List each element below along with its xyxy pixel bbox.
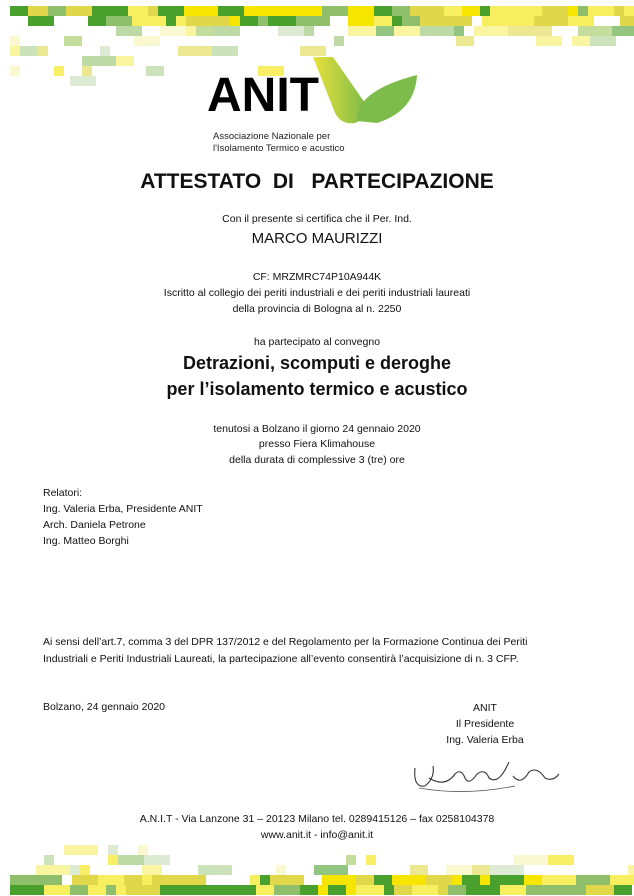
mosaic-tile	[356, 885, 374, 895]
mosaic-tile	[100, 46, 110, 56]
mosaic-tile	[138, 845, 148, 855]
mosaic-tile	[348, 6, 374, 16]
mosaic-tile	[196, 26, 214, 36]
mosaic-tile	[166, 16, 176, 26]
mosaic-tile	[568, 16, 594, 26]
mosaic-tile	[394, 26, 420, 36]
mosaic-tile	[466, 885, 500, 895]
speaker-item: Arch. Daniela Petrone	[43, 519, 146, 531]
mosaic-tile	[160, 26, 186, 36]
mosaic-tile	[578, 26, 612, 36]
mosaic-tile	[28, 16, 54, 26]
handwritten-signature	[405, 750, 565, 796]
mosaic-tile	[126, 885, 160, 895]
mosaic-tile	[274, 885, 300, 895]
mosaic-tile	[348, 26, 358, 36]
college-line2: della provincia di Bologna al n. 2250	[232, 303, 402, 315]
mosaic-tile	[88, 885, 106, 895]
mosaic-tile	[614, 885, 632, 895]
mosaic-tile	[304, 26, 314, 36]
signature-name: Ing. Valeria Erba	[446, 734, 524, 746]
mosaic-tile	[44, 885, 70, 895]
mosaic-tile	[444, 6, 462, 16]
speakers-label: Relatori:	[43, 487, 83, 499]
mosaic-tile	[474, 26, 508, 36]
mosaic-tile	[186, 26, 196, 36]
logo-subtitle	[213, 131, 345, 155]
mosaic-tile	[542, 875, 576, 885]
signature-org: ANIT	[473, 702, 497, 714]
mosaic-tile	[48, 6, 66, 16]
mosaic-tile	[278, 26, 304, 36]
mosaic-tile	[260, 875, 270, 885]
logo-subtitle-line2: l'Isolamento Termico e acustico	[213, 143, 345, 154]
event-title-line1: Detrazioni, scomputi e deroghe	[182, 353, 452, 373]
mosaic-tile	[54, 66, 64, 76]
mosaic-tile	[300, 885, 318, 895]
mosaic-tile	[20, 46, 38, 56]
mosaic-tile	[268, 16, 278, 26]
mosaic-tile	[38, 46, 48, 56]
mosaic-tile	[552, 885, 586, 895]
signature-role: Il Presidente	[455, 718, 515, 730]
mosaic-tile	[102, 6, 128, 16]
mosaic-tile	[186, 16, 220, 26]
mosaic-tile	[612, 26, 634, 36]
mosaic-tile	[490, 865, 524, 875]
mosaic-tile	[596, 885, 614, 895]
mosaic-tile	[542, 6, 568, 16]
mosaic-tile	[124, 875, 142, 885]
mosaic-tile	[358, 26, 376, 36]
mosaic-tile	[548, 855, 574, 865]
mosaic-tile	[490, 6, 508, 16]
mosaic-tile	[118, 855, 144, 865]
mosaic-tile	[412, 885, 438, 895]
mosaic-tile	[394, 885, 412, 895]
mosaic-tile	[288, 6, 322, 16]
mosaic-tile	[392, 875, 426, 885]
mosaic-tile	[318, 885, 328, 895]
mosaic-tile	[98, 875, 124, 885]
mosaic-tile	[278, 16, 296, 26]
mosaic-tile	[246, 885, 256, 895]
mosaic-tile	[480, 6, 490, 16]
mosaic-tile	[10, 36, 20, 46]
mosaic-tile	[258, 16, 268, 26]
mosaic-tile	[526, 26, 552, 36]
mosaic-tile	[212, 885, 246, 895]
speakers-block	[43, 486, 203, 548]
footer-contacts: www.anit.it - info@anit.it	[260, 829, 374, 841]
mosaic-tile	[88, 16, 106, 26]
mosaic-tile	[186, 885, 212, 895]
mosaic-tile	[490, 875, 524, 885]
legal-note	[43, 634, 527, 668]
mosaic-tile	[322, 875, 356, 885]
legal-line1: Ai sensi dell’art.7, comma 3 del DPR 137/2012 e del Regolamento per la Formazione Continua dei Periti	[43, 636, 528, 648]
mosaic-tile	[10, 46, 20, 56]
mosaic-tile	[270, 875, 304, 885]
event-date-place: tenutosi a Bolzano il giorno 24 gennaio 2020	[213, 423, 421, 435]
footer-address: A.N.I.T - Via Lanzone 31 – 20123 Milano tel. 0289415126 – fax 0258104378	[139, 813, 495, 825]
mosaic-tile	[462, 6, 480, 16]
speaker-item: Ing. Matteo Borghi	[43, 535, 129, 547]
mosaic-tile	[410, 6, 444, 16]
mosaic-tile	[230, 16, 240, 26]
mosaic-tile	[536, 36, 562, 46]
mosaic-tile	[198, 865, 232, 875]
mosaic-tile	[420, 16, 438, 26]
mosaic-tile	[348, 16, 374, 26]
mosaic-tile	[384, 885, 394, 895]
mosaic-tile	[462, 875, 480, 885]
mosaic-tile	[402, 16, 420, 26]
mosaic-tile	[256, 885, 274, 895]
mosaic-tile	[346, 855, 356, 865]
mosaic-tile	[500, 885, 526, 895]
mosaic-tile	[218, 6, 244, 16]
mosaic-tile	[240, 16, 258, 26]
mosaic-tile	[10, 875, 28, 885]
legal-line2: Industriali e Periti Industriali Laureati, la partecipazione all’evento consentirà l’acquisizione di n. 3 CFP.	[43, 653, 519, 665]
mosaic-tile	[296, 16, 330, 26]
mosaic-tile	[578, 6, 588, 16]
mosaic-tile	[624, 6, 634, 16]
mosaic-tile	[72, 875, 98, 885]
mosaic-tile	[508, 6, 542, 16]
mosaic-tile	[472, 865, 490, 875]
mosaic-tile	[244, 6, 278, 16]
place-date: Bolzano, 24 gennaio 2020	[43, 701, 166, 713]
mosaic-tile	[586, 885, 596, 895]
mosaic-tile	[196, 875, 206, 885]
mosaic-tile	[426, 875, 452, 885]
college-line1: Iscritto al collegio dei periti industriali e dei periti industriali laureati	[163, 287, 471, 299]
mosaic-tile	[322, 6, 348, 16]
mosaic-tile	[152, 875, 170, 885]
mosaic-tile	[146, 66, 164, 76]
mosaic-tile	[214, 26, 240, 36]
mosaic-tile	[356, 875, 374, 885]
mosaic-tile	[144, 855, 170, 865]
mosaic-tile	[334, 36, 344, 46]
mosaic-tile	[134, 36, 160, 46]
mosaic-tile	[392, 6, 410, 16]
mosaic-tile	[568, 6, 578, 16]
mosaic-tile	[80, 865, 90, 875]
mosaic-tile	[116, 26, 142, 36]
mosaic-tile	[614, 6, 624, 16]
mosaic-tile	[278, 6, 288, 16]
mosaic-tile	[366, 855, 376, 865]
mosaic-tile	[482, 16, 508, 26]
mosaic-tile	[438, 885, 448, 895]
mosaic-tile	[374, 885, 384, 895]
mosaic-tile	[70, 885, 88, 895]
mosaic-tile	[576, 875, 610, 885]
mosaic-tile	[64, 36, 82, 46]
anit-logo	[205, 55, 445, 160]
mosaic-tile	[36, 865, 70, 875]
mosaic-tile	[438, 16, 472, 26]
mosaic-tile	[314, 865, 348, 875]
mosaic-tile	[132, 16, 166, 26]
mosaic-tile	[106, 16, 132, 26]
mosaic-tile	[628, 865, 634, 875]
signature-block	[440, 700, 530, 748]
intro-text: Con il presente si certifica che il Per. Ind.	[222, 213, 412, 225]
mosaic-tile	[158, 6, 184, 16]
mosaic-tile	[572, 36, 590, 46]
mosaic-tile	[82, 56, 116, 66]
mosaic-tile	[142, 875, 152, 885]
mosaic-tile	[452, 875, 462, 885]
mosaic-tile	[116, 885, 126, 895]
speaker-item: Ing. Valeria Erba, Presidente ANIT	[43, 503, 203, 515]
logo-leaf-icon	[205, 55, 445, 127]
mosaic-tile	[346, 885, 356, 895]
participant-name: MARCO MAURIZZI	[251, 230, 383, 247]
mosaic-tile	[374, 6, 392, 16]
event-venue: presso Fiera Klimahouse	[258, 438, 376, 450]
mosaic-tile	[534, 16, 568, 26]
mosaic-tile	[526, 885, 552, 895]
mosaic-tile	[10, 6, 28, 16]
mosaic-tile	[160, 885, 186, 895]
mosaic-tile	[10, 66, 20, 76]
mosaic-tile	[374, 875, 392, 885]
mosaic-tile	[590, 36, 616, 46]
mosaic-tile	[66, 6, 92, 16]
event-duration: della durata di complessive 3 (tre) ore	[229, 454, 405, 466]
mosaic-tile	[142, 865, 152, 875]
mosaic-tile	[610, 875, 634, 885]
mosaic-tile	[448, 885, 466, 895]
event-title-line2: per l’isolamento termico e acustico	[166, 379, 468, 399]
mosaic-tile	[456, 36, 474, 46]
mosaic-tile	[128, 6, 138, 16]
mosaic-tile	[10, 885, 44, 895]
certificate-title: ATTESTATO DI PARTECIPAZIONE	[140, 170, 494, 193]
mosaic-tile	[420, 26, 454, 36]
fiscal-code: CF: MRZMRC74P10A944K	[252, 271, 382, 283]
mosaic-tile	[392, 16, 402, 26]
mosaic-tile	[28, 6, 38, 16]
mosaic-tile	[220, 16, 230, 26]
mosaic-tile	[376, 26, 394, 36]
mosaic-tile	[620, 16, 634, 26]
mosaic-tile	[138, 6, 148, 16]
mosaic-tile	[524, 875, 542, 885]
attended-text: ha partecipato al convegno	[253, 336, 381, 348]
mosaic-tile	[588, 6, 614, 16]
logo-text: ANIT	[207, 69, 319, 122]
mosaic-tile	[28, 875, 62, 885]
mosaic-tile	[184, 6, 218, 16]
mosaic-tile	[454, 26, 464, 36]
mosaic-tile	[38, 6, 48, 16]
mosaic-tile	[44, 855, 54, 865]
mosaic-tile	[508, 26, 526, 36]
mosaic-tile	[480, 875, 490, 885]
mosaic-tile	[116, 56, 134, 66]
mosaic-tile	[106, 885, 116, 895]
bottom-mosaic-decoration	[10, 845, 630, 895]
mosaic-tile	[152, 865, 162, 875]
mosaic-tile	[82, 66, 92, 76]
mosaic-tile	[508, 16, 534, 26]
mosaic-tile	[328, 885, 346, 895]
mosaic-tile	[70, 865, 80, 875]
mosaic-tile	[514, 855, 548, 865]
mosaic-tile	[148, 6, 158, 16]
mosaic-tile	[70, 76, 96, 86]
mosaic-tile	[276, 865, 286, 875]
mosaic-tile	[108, 855, 118, 865]
mosaic-tile	[446, 865, 472, 875]
mosaic-tile	[108, 845, 118, 855]
mosaic-tile	[176, 16, 186, 26]
mosaic-tile	[64, 845, 98, 855]
mosaic-tile	[170, 875, 196, 885]
mosaic-tile	[410, 865, 428, 875]
logo-subtitle-line1: Associazione Nazionale per	[213, 131, 331, 142]
mosaic-tile	[374, 16, 392, 26]
mosaic-tile	[92, 6, 102, 16]
mosaic-tile	[250, 875, 260, 885]
